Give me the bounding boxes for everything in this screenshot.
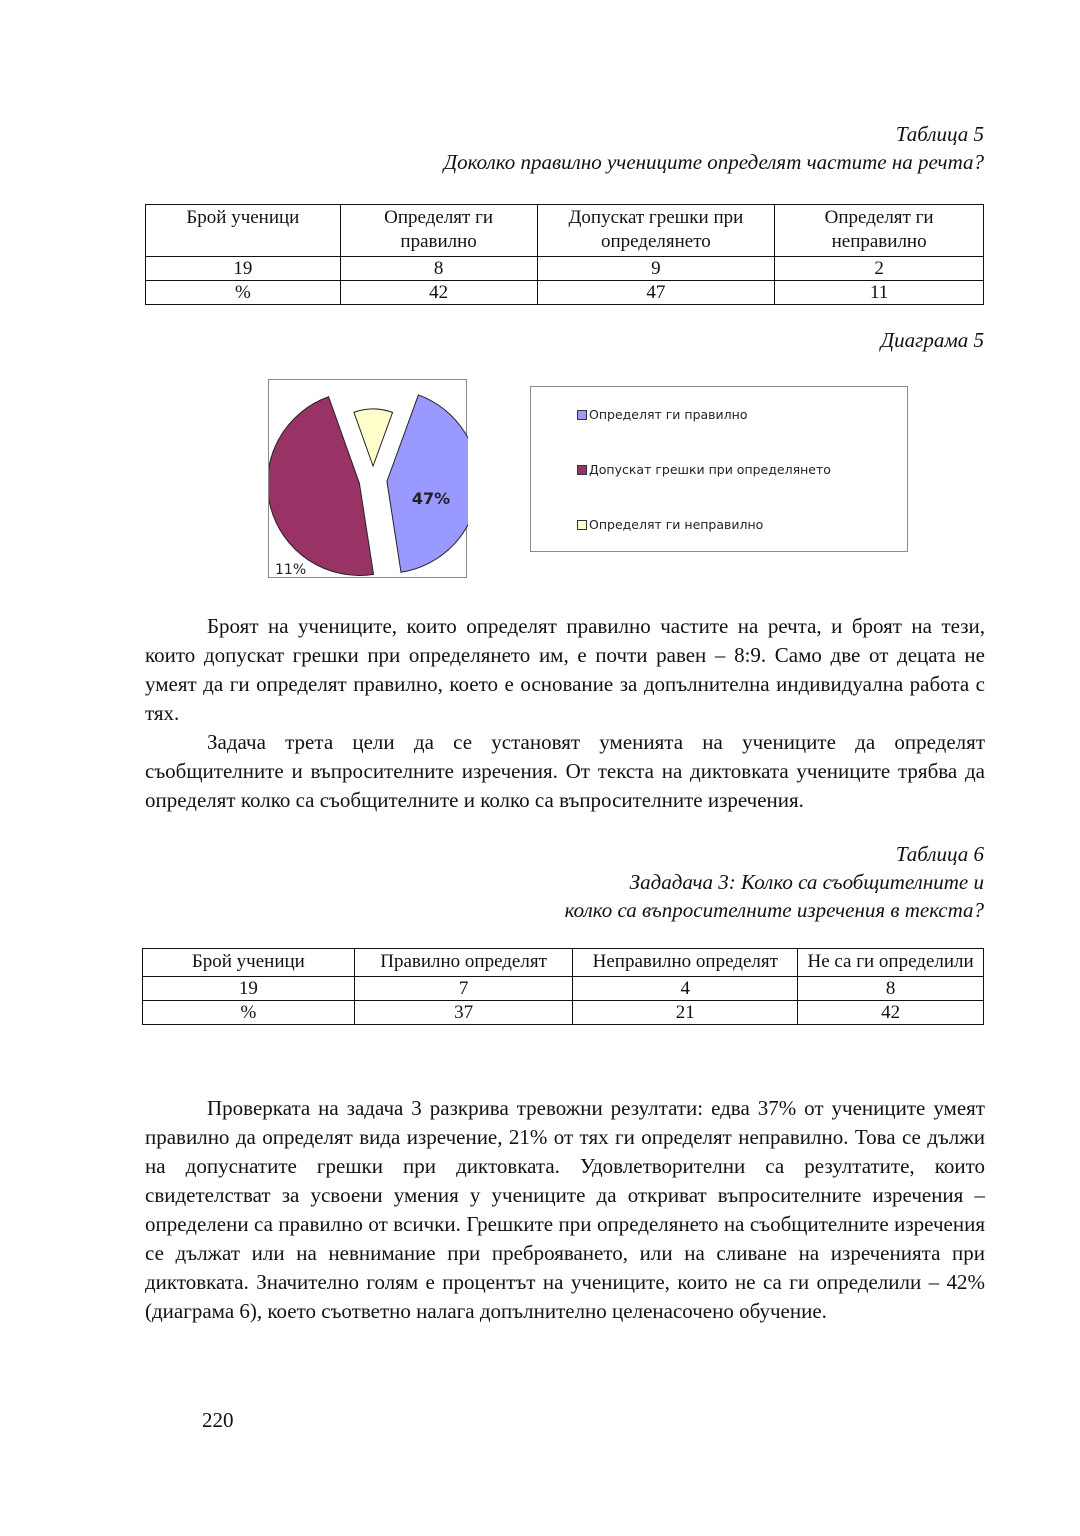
table5-header-cell: Определят ги правилно	[340, 205, 537, 257]
table6-cell: 42	[798, 1001, 984, 1025]
legend-swatch	[577, 465, 587, 475]
table5-cell: 9	[537, 257, 775, 281]
table6-row	[143, 977, 984, 1001]
table5-header-cell: Брой ученици	[146, 205, 341, 257]
legend-swatch	[577, 520, 587, 530]
table6-header-row	[143, 949, 984, 977]
table5-cell: 42	[340, 281, 537, 305]
table6-cell: 4	[573, 977, 798, 1001]
table6-cell: 21	[573, 1001, 798, 1025]
table5-row	[146, 257, 984, 281]
table5-cell: 47	[537, 281, 775, 305]
legend-label: Допускат грешки при определянето	[589, 462, 831, 477]
table6-cell: 7	[354, 977, 573, 1001]
table5-cell: 8	[340, 257, 537, 281]
legend-item	[577, 407, 747, 422]
table5-caption-title: Доколко правилно учениците определят частите на речта?	[443, 150, 984, 174]
table5-cell: 11	[775, 281, 984, 305]
table6-cell: 19	[143, 977, 355, 1001]
pie-slice	[387, 395, 468, 572]
chart-legend	[530, 386, 908, 552]
table6-header-cell: Правилно определят	[354, 949, 573, 977]
table6-row	[143, 1001, 984, 1025]
pie-slice	[354, 409, 393, 466]
legend-swatch	[577, 410, 587, 420]
table5-header-cell: Определят ги неправилно	[775, 205, 984, 257]
legend-item	[577, 517, 763, 532]
table5-header-row	[146, 205, 984, 257]
table5-cell: 19	[146, 257, 341, 281]
pie-data-label: 47%	[411, 489, 451, 508]
table6-cell: 37	[354, 1001, 573, 1025]
legend-label: Определят ги неправилно	[589, 517, 764, 532]
table5-caption-label: Таблица 5	[895, 122, 984, 146]
page-number: 220	[202, 1408, 234, 1432]
table6-caption-label: Таблица 6	[895, 842, 984, 866]
table6-cell: %	[143, 1001, 355, 1025]
table6	[142, 948, 984, 1025]
table5-header-cell: Допускат грешки при определянето	[537, 205, 775, 257]
legend-item	[577, 462, 831, 477]
table5	[145, 204, 984, 305]
table5-cell: 2	[775, 257, 984, 281]
table5-cell: %	[146, 281, 341, 305]
table6-caption-line1: Зададача 3: Колко са съобщителните и	[629, 870, 984, 894]
body-text-block-1	[145, 612, 985, 815]
body-text-block-2	[145, 1094, 985, 1326]
paragraph: Проверката на задача 3 разкрива тревожни резултати: едва 37% от учениците умеят правилно да определят вида изречение, 21% от тях ги определят неправилно. Това се дължи на допуснатите грешки при диктовката. Удовлетворителни са резултатите, които свидетелстват за усвоени умения у учениците да откриват въпросителните изречения – определени са правилно от всички. Грешките при определянето на съобщителните изречения се дължат или на невнимание при преброяването, или на сливане на изреченията при диктовката. Значително голям е процентът на учениците, които не са ги определили – 42% (диаграма 6), което съответно налага допълнително целенасочено обучение.	[145, 1096, 985, 1323]
legend-label: Определят ги правилно	[589, 407, 748, 422]
table6-header-cell: Неправилно определят	[573, 949, 798, 977]
pie-data-label: 11%	[275, 562, 307, 578]
pie-chart	[269, 380, 468, 579]
pie-chart-frame	[268, 379, 467, 578]
table6-caption-line2: колко са въпросителните изречения в текста?	[564, 898, 984, 922]
paragraph: Броят на учениците, които определят правилно частите на речта, и броят на тези, които допускат грешки при определянето им, е почти равен – 8:9. Само две от децата не умеят да ги определят правилно, което е основание за допълнителна индивидуална работа с тях.	[145, 614, 985, 725]
paragraph: Задача трета цели да се установят уменията на учениците да определят съобщителните и въпросителните изречения. От текста на диктовката учениците трябва да определят колко са съобщителните и колко са въпросителните изречения.	[145, 730, 985, 812]
table6-header-cell: Не са ги определили	[798, 949, 984, 977]
table6-cell: 8	[798, 977, 984, 1001]
diagram5-label: Диаграма 5	[880, 328, 984, 352]
table6-header-cell: Брой ученици	[143, 949, 355, 977]
table5-row	[146, 281, 984, 305]
